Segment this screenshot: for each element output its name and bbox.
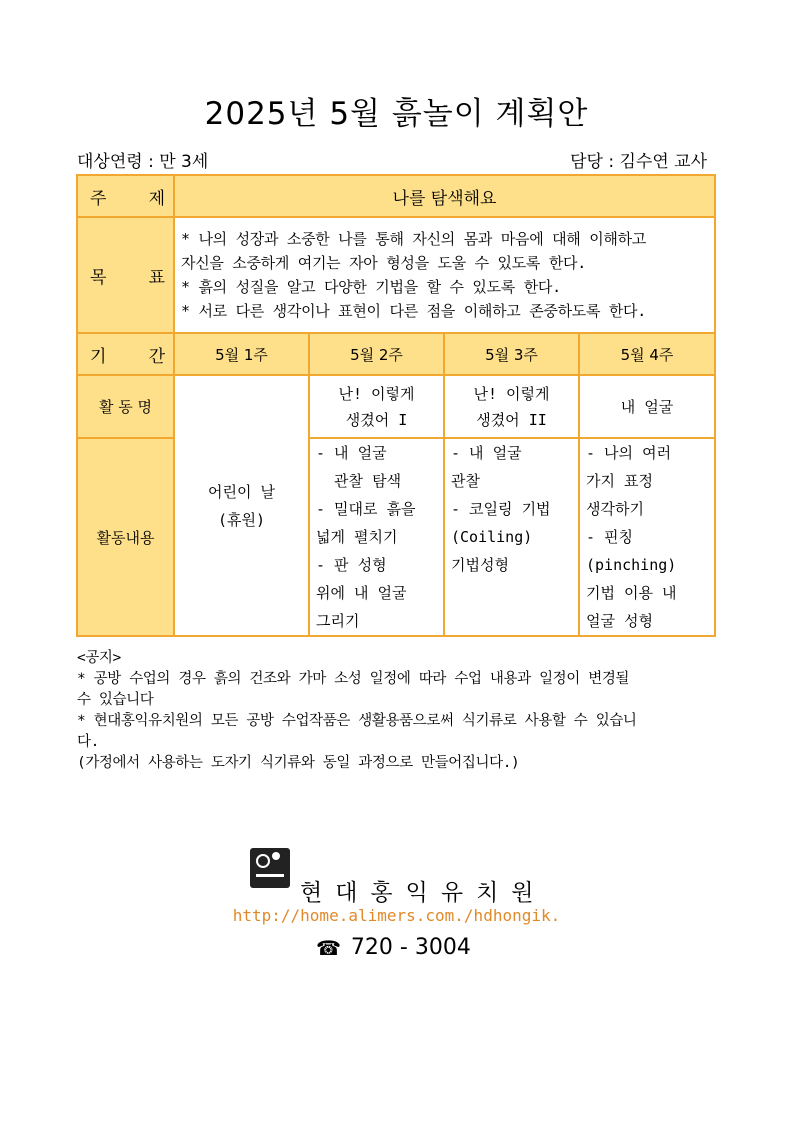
telephone-icon: ☎ [316,935,341,960]
school-logo [250,848,290,888]
activity-content-line: 기법성형 [451,556,509,574]
notice-line: <공지> [77,650,121,666]
activity-content-line: - 내 얼굴 [451,444,522,462]
activity-content-week2 [309,438,444,636]
period-row [77,333,715,375]
phone-number [316,935,471,960]
activity-content-line: 넓게 펼치기 [316,528,398,546]
week-4: 5월 4주 [579,333,715,375]
activity-content-line: - 판 성형 [316,556,387,574]
period-label-a: 기 [90,346,107,367]
activity-name-line: 난! 이렇게 [473,384,550,403]
goal-row [77,217,715,333]
activity-content-line: 관찰 [451,472,480,490]
activity-name-label: 활 동 명 [77,375,174,438]
activity-content-line: (pinching) [586,556,677,574]
goal-line: 자신을 소중하게 여기는 자아 형성을 도울 수 있도록 한다. [181,254,586,272]
goal-line: * 흙의 성질을 알고 다양한 기법을 할 수 있도록 한다. [181,278,561,296]
activity-name-week4 [579,375,715,438]
activity-content-week4 [579,438,715,636]
activity-content-line: - 나의 여러 [586,444,672,462]
notice-line: * 현대홍익유치원의 모든 공방 수업작품은 생활용품으로써 식기류로 사용할 수 있습니 [77,713,637,729]
school-name: 현대홍익유치원 [300,880,547,906]
notice-block [77,648,722,774]
goals-cell [174,217,715,333]
activity-name-line: 내 얼굴 [620,397,674,416]
activity-content-line: - 밀대로 흙을 [316,500,416,518]
activity-name-week2 [309,375,444,438]
goal-label-a: 목 [90,267,107,288]
activity-content-line: - 코일링 기법 [451,500,551,518]
plan-table [76,174,716,637]
activity-name-line: 생겼어 II [476,410,547,429]
activity-content-row [77,438,715,636]
period-label-b: 간 [148,346,165,367]
goal-label-b: 표 [148,267,165,288]
notice-line: 다. [77,734,99,750]
holiday-line: (휴원) [217,510,266,529]
notice-line: * 공방 수업의 경우 흙의 건조와 가마 소성 일정에 따라 수업 내용과 일정이 변경될 [77,671,630,687]
activity-content-line: - 핀칭 [586,528,634,546]
notice-line: (가정에서 사용하는 도자기 식기류와 동일 과정으로 만들어집니다.) [77,755,520,771]
activity-content-line: 가지 표정 [586,472,653,490]
theme-value: 나를 탐색해요 [174,175,715,217]
activity-content-line: - 내 얼굴 [316,444,387,462]
activity-content-line: 위에 내 얼굴 [316,584,407,602]
activity-content-line: 생각하기 [586,500,644,518]
page-title: 2025년 5월 흙놀이 계획안 [204,96,589,132]
week-1: 5월 1주 [174,333,309,375]
theme-label [77,175,174,217]
teacher: 담당 : 김수연 교사 [570,152,707,172]
phone-text: 720 - 3004 [350,935,471,960]
activity-name-row [77,375,715,438]
holiday-line: 어린이 날 [208,482,275,501]
theme-label-b: 제 [148,188,165,209]
target-age: 대상연령 : 만 3세 [77,152,209,172]
activity-content-label: 활동내용 [77,438,174,636]
activity-name-line: 난! 이렇게 [338,384,415,403]
notice-line: 수 있습니다 [77,692,154,708]
theme-label-a: 주 [90,188,107,209]
goal-label [77,217,174,333]
activity-name-week3 [444,375,579,438]
school-url[interactable]: http://home.alimers.com./hdhongik. [232,906,561,925]
theme-row [77,175,715,217]
activity-content-line: 얼굴 성형 [586,612,653,630]
activity-content-week3 [444,438,579,636]
week-2: 5월 2주 [309,333,444,375]
holiday-cell [174,375,309,636]
activity-content-line: (Coiling) [451,528,533,546]
goal-line: * 서로 다른 생각이나 표현이 다른 점을 이해하고 존중하도록 한다. [181,302,646,320]
activity-name-line: 생겼어 I [345,410,408,429]
activity-content-line: 관찰 탐색 [316,472,402,490]
goal-line: * 나의 성장과 소중한 나를 통해 자신의 몸과 마음에 대해 이해하고 [181,230,646,248]
week-3: 5월 3주 [444,333,579,375]
period-label [77,333,174,375]
activity-content-line: 기법 이용 내 [586,584,677,602]
activity-content-line: 그리기 [316,612,360,630]
